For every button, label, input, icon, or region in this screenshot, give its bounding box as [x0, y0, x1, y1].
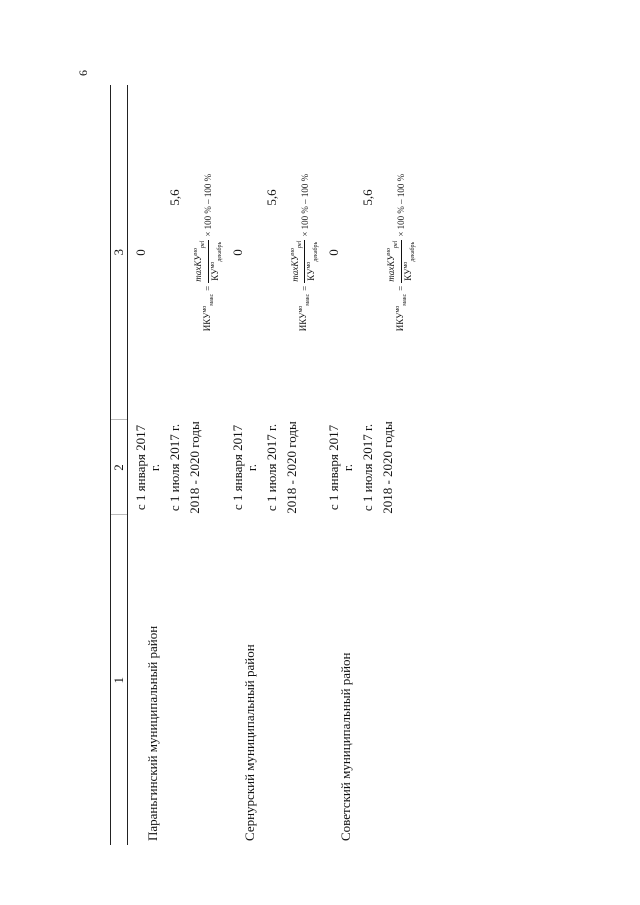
- formula-lhs-base: ИКУ: [201, 312, 212, 332]
- formula-lhs-sub: макс: [208, 293, 215, 306]
- value-cell: 5,6: [360, 189, 376, 206]
- formula-lhs-base: ИКУ: [298, 312, 309, 332]
- formula-denominator: [402, 241, 418, 282]
- formula-num-sub: реl: [392, 240, 399, 248]
- period-cell: с 1 июля 2017 г.: [263, 423, 279, 512]
- formula-den-sub: декабрь: [409, 241, 416, 262]
- period-cell: с 1 января 2017 г.: [229, 424, 259, 511]
- value-cell: 0: [133, 249, 148, 256]
- formula-num-sub: реl: [296, 240, 303, 248]
- formula-num-sup: мо: [289, 247, 296, 255]
- district-name: Сернурский муниципальный район: [241, 644, 257, 841]
- formula: [289, 174, 322, 331]
- formula-den-sup: мо: [306, 261, 313, 269]
- formula-lhs: [294, 294, 315, 331]
- formula-numerator: [385, 240, 402, 283]
- page-number: 6: [76, 70, 90, 76]
- formula-num-sup: мо: [193, 247, 199, 255]
- table-row: [321, 85, 355, 845]
- formula-denominator: [209, 241, 225, 282]
- formula-equals: =: [299, 285, 310, 291]
- formula-denominator: [305, 241, 321, 282]
- header-col-1: 1: [111, 515, 128, 845]
- header-col-2: 2: [111, 420, 128, 515]
- header-col-3: 3: [111, 85, 128, 420]
- period-cell: с 1 января 2017 г.: [133, 424, 162, 511]
- formula-lhs-base: ИКУ: [395, 312, 406, 332]
- formula-equals: =: [396, 285, 407, 291]
- formula: [385, 174, 418, 331]
- value-cell: 0: [229, 249, 245, 256]
- header-row: [111, 85, 128, 845]
- formula-den-sup: мо: [402, 261, 409, 269]
- formula-fraction: [192, 240, 225, 283]
- formula-lhs-sub: макс: [401, 293, 408, 306]
- rotated-table-container: [110, 85, 610, 845]
- formula-num-sub: реl: [199, 240, 206, 248]
- value-cell: [279, 85, 322, 420]
- formula-den-sub: декабрь: [313, 241, 320, 262]
- formula-rhs: × 100 % – 100 %: [203, 173, 214, 237]
- formula-den-sub: декабрь: [216, 241, 223, 262]
- period-cell: 2018 - 2020 годы: [380, 421, 396, 514]
- formula-num-base: maxКУ: [193, 254, 203, 282]
- formula-lhs: [391, 294, 412, 331]
- value-cell: 0: [326, 249, 342, 256]
- formula-num-base: maxКУ: [289, 254, 300, 282]
- value-cell: 5,6: [167, 189, 182, 206]
- formula-equals: =: [203, 285, 214, 291]
- formula-lhs-sub: макс: [305, 293, 312, 306]
- formula-fraction: [385, 240, 418, 283]
- period-cell: с 1 июля 2017 г.: [167, 423, 182, 512]
- period-cell: с 1 июля 2017 г.: [360, 423, 376, 512]
- value-cell: [182, 85, 225, 420]
- formula-den-base: КУ: [209, 268, 220, 281]
- formula-fraction: [289, 240, 322, 283]
- value-cell: [375, 85, 418, 420]
- period-cell: 2018 - 2020 годы: [187, 421, 202, 514]
- table-row: [128, 85, 163, 845]
- value-cell: 5,6: [263, 189, 279, 206]
- tariff-table: [110, 85, 418, 845]
- district-name: Параньгинский муниципальный район: [145, 625, 160, 841]
- formula-den-base: КУ: [402, 268, 413, 281]
- formula-lhs-sup: мо: [298, 305, 305, 313]
- formula: [192, 174, 225, 331]
- formula-rhs: × 100 % – 100 %: [396, 173, 407, 237]
- formula-numerator: [289, 240, 306, 283]
- table-body: [128, 85, 418, 845]
- formula-numerator: [192, 240, 209, 283]
- table-row: [225, 85, 259, 845]
- formula-den-base: КУ: [306, 268, 317, 281]
- period-cell: с 1 января 2017 г.: [326, 424, 356, 511]
- formula-den-sup: мо: [209, 261, 216, 269]
- formula-num-sup: мо: [386, 247, 393, 255]
- formula-num-base: maxКУ: [386, 254, 397, 282]
- period-cell: 2018 - 2020 годы: [283, 421, 299, 514]
- district-name: Советский муниципальный район: [338, 652, 354, 841]
- formula-lhs-sup: мо: [201, 305, 208, 313]
- formula-rhs: × 100 % – 100 %: [299, 173, 310, 237]
- formula-lhs: [198, 294, 219, 331]
- formula-lhs-sup: мо: [395, 305, 402, 313]
